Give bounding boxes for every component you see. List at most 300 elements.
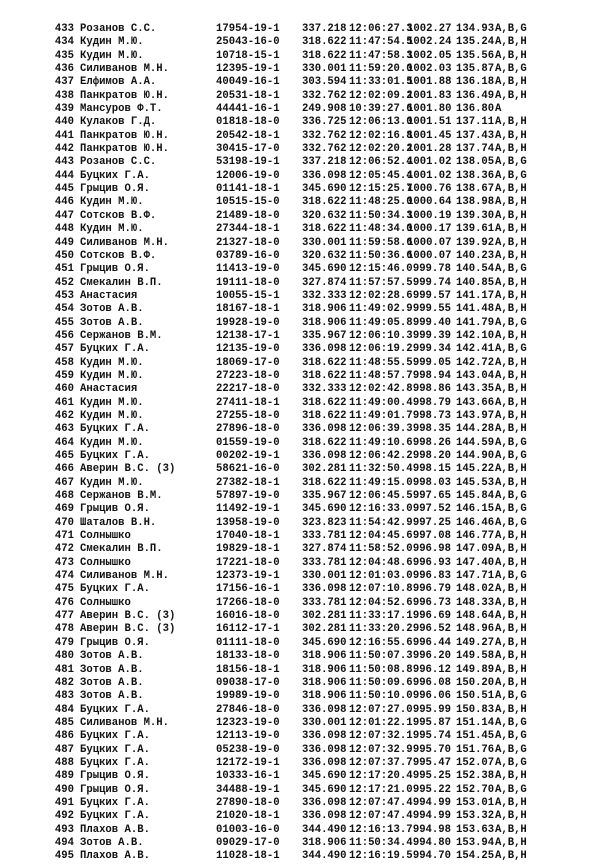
category-flags: A,B,H [495,663,527,676]
arrival-time: 11:50:10.0 [349,690,413,703]
ring-number: 11028-18-1 [216,850,280,863]
place-number: 463 [54,423,74,436]
coefficient-value: 142.10 [456,329,495,342]
arrival-time: 11:58:52.0 [349,543,413,556]
arrival-time: 12:16:33.0 [349,503,413,516]
place-number: 439 [54,103,74,116]
distance-value: 323.823 [302,516,347,529]
place-number: 445 [54,183,74,196]
coefficient-value: 145.22 [456,463,495,476]
distance-value: 336.098 [302,169,347,182]
fancier-name: Елфимов А.А. [80,76,157,89]
fancier-name: Зотов А.В. [80,663,144,676]
speed-value: 1001.88 [407,76,452,89]
coefficient-value: 141.79 [456,316,495,329]
distance-value: 320.632 [302,209,347,222]
fancier-name: Кудин М.Ю. [80,196,144,209]
ring-number: 17040-18-1 [216,530,280,543]
fancier-name: Буцких Г.А. [80,796,150,809]
fancier-name: Буцких Г.А. [80,169,150,182]
category-flags: A,B,H [495,556,527,569]
coefficient-value: 134.93 [456,23,495,35]
fancier-name: Грыцив О.Я. [80,636,150,649]
fancier-name: Кудин М.Ю. [80,409,144,422]
distance-value: 332.762 [302,143,347,156]
fancier-name: Грыцив О.Я. [80,783,150,796]
ring-number: 18156-18-1 [216,663,280,676]
coefficient-value: 145.84 [456,490,495,503]
fancier-name: Кудин М.Ю. [80,49,144,62]
category-flags: A,B,G [495,730,527,743]
fancier-name: Силиванов М.Н. [80,570,170,583]
fancier-name: Буцких Г.А. [80,450,150,462]
arrival-time: 11:50:08.8 [349,663,413,676]
ring-number: 01559-19-0 [216,436,280,449]
speed-value: 998.03 [412,476,451,489]
arrival-time: 11:49:02.9 [349,303,413,316]
place-number: 440 [54,116,74,129]
fancier-name: Кудин М.Ю. [80,436,144,449]
distance-value: 330.001 [302,63,347,76]
category-flags: A,B,H [495,530,527,543]
coefficient-value: 152.38 [456,770,495,783]
coefficient-value: 135.24 [456,36,495,49]
place-number: 486 [54,730,74,743]
arrival-time: 12:02:28.6 [349,289,413,302]
place-number: 450 [54,249,74,262]
category-flags: A,B,G [495,156,527,169]
category-flags: A,B,H [495,276,527,289]
distance-value: 335.967 [302,329,347,342]
speed-value: 994.98 [412,823,451,836]
ring-number: 01003-16-0 [216,823,280,836]
coefficient-value: 153.32 [456,810,495,823]
place-number: 476 [54,596,74,609]
speed-value: 997.65 [412,490,451,503]
distance-value: 320.632 [302,249,347,262]
category-flags: A,B,H [495,303,527,316]
category-flags: A,B,H [495,636,527,649]
fancier-name: Солнышко [80,530,131,543]
arrival-time: 12:07:32.9 [349,743,413,756]
distance-value: 332.762 [302,89,347,102]
coefficient-value: 146.15 [456,503,495,516]
speed-value: 999.05 [412,356,451,369]
ring-number: 01141-18-1 [216,183,280,196]
coefficient-value: 146.46 [456,516,495,529]
fancier-name: Розанов С.С. [80,23,157,35]
ring-number: 00202-19-1 [216,450,280,462]
arrival-time: 11:49:05.8 [349,316,413,329]
coefficient-value: 144.28 [456,423,495,436]
arrival-time: 11:49:00.4 [349,396,413,409]
category-flags: A,B,H [495,36,527,49]
category-flags: A,B,G [495,503,527,516]
ring-number: 22217-18-0 [216,383,280,396]
speed-value: 999.74 [412,276,451,289]
coefficient-value: 151.45 [456,730,495,743]
fancier-name: Солнышко [80,596,131,609]
category-flags: A,B,H [495,196,527,209]
arrival-time: 11:50:09.6 [349,676,413,689]
place-number: 480 [54,650,74,663]
ring-number: 12323-19-0 [216,716,280,729]
arrival-time: 12:17:20.4 [349,770,413,783]
arrival-time: 12:07:27.0 [349,703,413,716]
arrival-time: 11:33:01.5 [349,76,413,89]
speed-value: 996.83 [412,570,451,583]
speed-value: 999.34 [412,343,451,356]
place-number: 484 [54,703,74,716]
distance-value: 336.098 [302,743,347,756]
speed-value: 997.52 [412,503,451,516]
place-number: 467 [54,476,74,489]
arrival-time: 12:16:13.7 [349,823,413,836]
fancier-name: Грыцив О.Я. [80,183,150,196]
ring-number: 10055-15-1 [216,289,280,302]
arrival-time: 12:05:45.4 [349,169,413,182]
distance-value: 318.906 [302,316,347,329]
coefficient-value: 141.48 [456,303,495,316]
ring-number: 58621-16-0 [216,463,280,476]
distance-value: 335.967 [302,490,347,503]
coefficient-value: 138.36 [456,169,495,182]
speed-value: 998.94 [412,369,451,382]
speed-value: 1001.51 [407,116,452,129]
ring-number: 18069-17-0 [216,356,280,369]
category-flags: A,B,H [495,463,527,476]
category-flags: A,B,H [495,796,527,809]
fancier-name: Буцких Г.А. [80,810,150,823]
coefficient-value: 137.74 [456,143,495,156]
place-number: 474 [54,570,74,583]
category-flags: A,B,G [495,690,527,703]
coefficient-value: 154.25 [456,850,495,863]
place-number: 462 [54,409,74,422]
coefficient-value: 152.70 [456,783,495,796]
place-number: 491 [54,796,74,809]
distance-value: 337.218 [302,23,347,35]
fancier-name: Зотов А.В. [80,690,144,703]
fancier-name: Грыцив О.Я. [80,770,150,783]
category-flags: A,B,H [495,183,527,196]
ring-number: 12395-19-1 [216,63,280,76]
speed-value: 1001.02 [407,169,452,182]
coefficient-value: 152.07 [456,756,495,769]
speed-value: 1000.64 [407,196,452,209]
distance-value: 330.001 [302,716,347,729]
coefficient-value: 149.27 [456,636,495,649]
arrival-time: 11:50:34.4 [349,836,413,849]
arrival-time: 12:07:32.1 [349,730,413,743]
speed-value: 999.57 [412,289,451,302]
place-number: 459 [54,369,74,382]
ring-number: 05238-19-0 [216,743,280,756]
ring-number: 30415-17-0 [216,143,280,156]
distance-value: 302.281 [302,463,347,476]
coefficient-value: 144.90 [456,450,495,462]
place-number: 471 [54,530,74,543]
fancier-name: Сержанов В.М. [80,329,163,342]
arrival-time: 11:54:42.9 [349,516,413,529]
ring-number: 10333-16-1 [216,770,280,783]
place-number: 449 [54,236,74,249]
place-number: 446 [54,196,74,209]
place-number: 482 [54,676,74,689]
ring-number: 16016-18-0 [216,610,280,623]
ring-number: 12138-17-1 [216,329,280,342]
speed-value: 996.06 [412,690,451,703]
category-flags: A,B,G [495,756,527,769]
arrival-time: 11:48:57.7 [349,369,413,382]
fancier-name: Розанов С.С. [80,156,157,169]
speed-value: 995.74 [412,730,451,743]
speed-value: 999.39 [412,329,451,342]
category-flags: A,B,H [495,89,527,102]
distance-value: 336.098 [302,796,347,809]
fancier-name: Кудин М.Ю. [80,223,144,236]
arrival-time: 12:06:10.3 [349,329,413,342]
distance-value: 336.098 [302,450,347,462]
category-flags: A,B,G [495,23,527,35]
arrival-time: 12:02:09.2 [349,89,413,102]
coefficient-value: 148.64 [456,610,495,623]
category-flags: A [495,103,502,116]
coefficient-value: 153.63 [456,823,495,836]
fancier-name: Сержанов В.М. [80,490,163,503]
place-number: 464 [54,436,74,449]
coefficient-value: 139.61 [456,223,495,236]
arrival-time: 11:49:15.0 [349,476,413,489]
ring-number: 03789-16-0 [216,249,280,262]
coefficient-value: 140.54 [456,263,495,276]
place-number: 433 [54,23,74,35]
ring-number: 19989-19-0 [216,690,280,703]
arrival-time: 12:15:25.7 [349,183,413,196]
distance-value: 333.781 [302,530,347,543]
arrival-time: 12:06:19.2 [349,343,413,356]
coefficient-value: 136.49 [456,89,495,102]
speed-value: 998.79 [412,396,451,409]
arrival-time: 12:01:03.0 [349,570,413,583]
fancier-name: Буцких Г.А. [80,756,150,769]
distance-value: 336.098 [302,343,347,356]
place-number: 485 [54,716,74,729]
coefficient-value: 150.51 [456,690,495,703]
ring-number: 20531-18-1 [216,89,280,102]
arrival-time: 11:59:58.6 [349,236,413,249]
ring-number: 19829-18-1 [216,543,280,556]
arrival-time: 11:32:50.4 [349,463,413,476]
speed-value: 995.87 [412,716,451,729]
category-flags: A,B,H [495,223,527,236]
speed-value: 1000.17 [407,223,452,236]
arrival-time: 12:04:48.6 [349,556,413,569]
ring-number: 19111-18-0 [216,276,280,289]
fancier-name: Кудин М.Ю. [80,396,144,409]
coefficient-value: 145.53 [456,476,495,489]
ring-number: 12006-19-0 [216,169,280,182]
coefficient-value: 142.41 [456,343,495,356]
fancier-name: Плахов А.В. [80,850,150,863]
speed-value: 996.73 [412,596,451,609]
place-number: 470 [54,516,74,529]
distance-value: 332.762 [302,129,347,142]
speed-value: 996.98 [412,543,451,556]
ring-number: 17954-19-1 [216,23,280,35]
fancier-name: Аверин В.С. (3) [80,463,176,476]
ring-number: 12373-19-1 [216,570,280,583]
place-number: 454 [54,303,74,316]
ring-number: 01818-18-0 [216,116,280,129]
ring-number: 27382-18-1 [216,476,280,489]
coefficient-value: 137.43 [456,129,495,142]
coefficient-value: 138.05 [456,156,495,169]
distance-value: 345.690 [302,783,347,796]
coefficient-value: 147.09 [456,543,495,556]
fancier-name: Смекалин В.П. [80,543,163,556]
category-flags: A,B,H [495,116,527,129]
coefficient-value: 146.77 [456,530,495,543]
distance-value: 345.690 [302,770,347,783]
fancier-name: Силиванов М.Н. [80,236,170,249]
speed-value: 997.25 [412,516,451,529]
speed-value: 996.08 [412,676,451,689]
fancier-name: Буцких Г.А. [80,730,150,743]
category-flags: A,B,H [495,249,527,262]
fancier-name: Смекалин В.П. [80,276,163,289]
category-flags: A,B,G [495,343,527,356]
ring-number: 17221-18-0 [216,556,280,569]
coefficient-value: 144.59 [456,436,495,449]
speed-value: 1002.27 [407,23,452,35]
speed-value: 995.47 [412,756,451,769]
distance-value: 327.874 [302,276,347,289]
fancier-name: Силиванов М.Н. [80,716,170,729]
coefficient-value: 147.71 [456,570,495,583]
speed-value: 996.93 [412,556,451,569]
ring-number: 27344-18-1 [216,223,280,236]
place-number: 452 [54,276,74,289]
place-number: 481 [54,663,74,676]
place-number: 477 [54,610,74,623]
arrival-time: 12:16:55.6 [349,636,413,649]
ring-number: 53198-19-1 [216,156,280,169]
category-flags: A,B,H [495,703,527,716]
distance-value: 345.690 [302,636,347,649]
fancier-name: Кулаков Г.Д. [80,116,157,129]
ring-number: 09029-17-0 [216,836,280,849]
distance-value: 333.781 [302,556,347,569]
arrival-time: 11:59:20.0 [349,63,413,76]
category-flags: A,B,H [495,836,527,849]
category-flags: A,B,H [495,810,527,823]
ring-number: 44441-16-1 [216,103,280,116]
place-number: 443 [54,156,74,169]
speed-value: 996.69 [412,610,451,623]
speed-value: 1002.03 [407,63,452,76]
coefficient-value: 137.11 [456,116,495,129]
arrival-time: 11:57:57.5 [349,276,413,289]
place-number: 453 [54,289,74,302]
place-number: 461 [54,396,74,409]
fancier-name: Анастасия [80,383,138,396]
arrival-time: 11:47:58.3 [349,49,413,62]
ring-number: 20542-18-1 [216,129,280,142]
fancier-name: Зотов А.В. [80,836,144,849]
coefficient-value: 148.33 [456,596,495,609]
distance-value: 344.490 [302,823,347,836]
coefficient-value: 148.02 [456,583,495,596]
distance-value: 333.781 [302,596,347,609]
arrival-time: 11:49:10.6 [349,436,413,449]
fancier-name: Шаталов В.Н. [80,516,157,529]
coefficient-value: 136.18 [456,76,495,89]
ring-number: 40049-16-1 [216,76,280,89]
ring-number: 21020-18-1 [216,810,280,823]
place-number: 488 [54,756,74,769]
speed-value: 1002.24 [407,36,452,49]
distance-value: 249.908 [302,103,347,116]
arrival-time: 11:48:55.5 [349,356,413,369]
ring-number: 27255-18-0 [216,409,280,422]
speed-value: 1000.07 [407,249,452,262]
distance-value: 344.490 [302,850,347,863]
coefficient-value: 147.40 [456,556,495,569]
speed-value: 1001.80 [407,103,452,116]
distance-value: 327.874 [302,543,347,556]
speed-value: 1000.07 [407,236,452,249]
speed-value: 996.44 [412,636,451,649]
coefficient-value: 141.17 [456,289,495,302]
arrival-time: 12:06:27.3 [349,23,413,35]
fancier-name: Анастасия [80,289,138,302]
category-flags: A,B,H [495,650,527,663]
arrival-time: 12:06:39.3 [349,423,413,436]
arrival-time: 12:02:16.8 [349,129,413,142]
ring-number: 12135-19-0 [216,343,280,356]
speed-value: 995.70 [412,743,451,756]
distance-value: 345.690 [302,183,347,196]
place-number: 442 [54,143,74,156]
place-number: 436 [54,63,74,76]
speed-value: 998.20 [412,450,451,462]
distance-value: 318.622 [302,356,347,369]
speed-value: 998.86 [412,383,451,396]
arrival-time: 11:50:36.6 [349,249,413,262]
fancier-name: Буцких Г.А. [80,423,150,436]
fancier-name: Силиванов М.Н. [80,63,170,76]
category-flags: A,B,G [495,516,527,529]
place-number: 444 [54,169,74,182]
category-flags: A,B,H [495,236,527,249]
fancier-name: Зотов А.В. [80,316,144,329]
distance-value: 336.098 [302,423,347,436]
speed-value: 999.40 [412,316,451,329]
coefficient-value: 139.30 [456,209,495,222]
speed-value: 995.99 [412,703,451,716]
arrival-time: 11:48:34.0 [349,223,413,236]
arrival-time: 12:15:46.0 [349,263,413,276]
arrival-time: 11:33:20.2 [349,623,413,636]
distance-value: 318.906 [302,663,347,676]
distance-value: 336.098 [302,583,347,596]
category-flags: A,B,H [495,129,527,142]
arrival-time: 11:33:17.1 [349,610,413,623]
place-number: 448 [54,223,74,236]
fancier-name: Грыцив О.Я. [80,263,150,276]
speed-value: 996.52 [412,623,451,636]
